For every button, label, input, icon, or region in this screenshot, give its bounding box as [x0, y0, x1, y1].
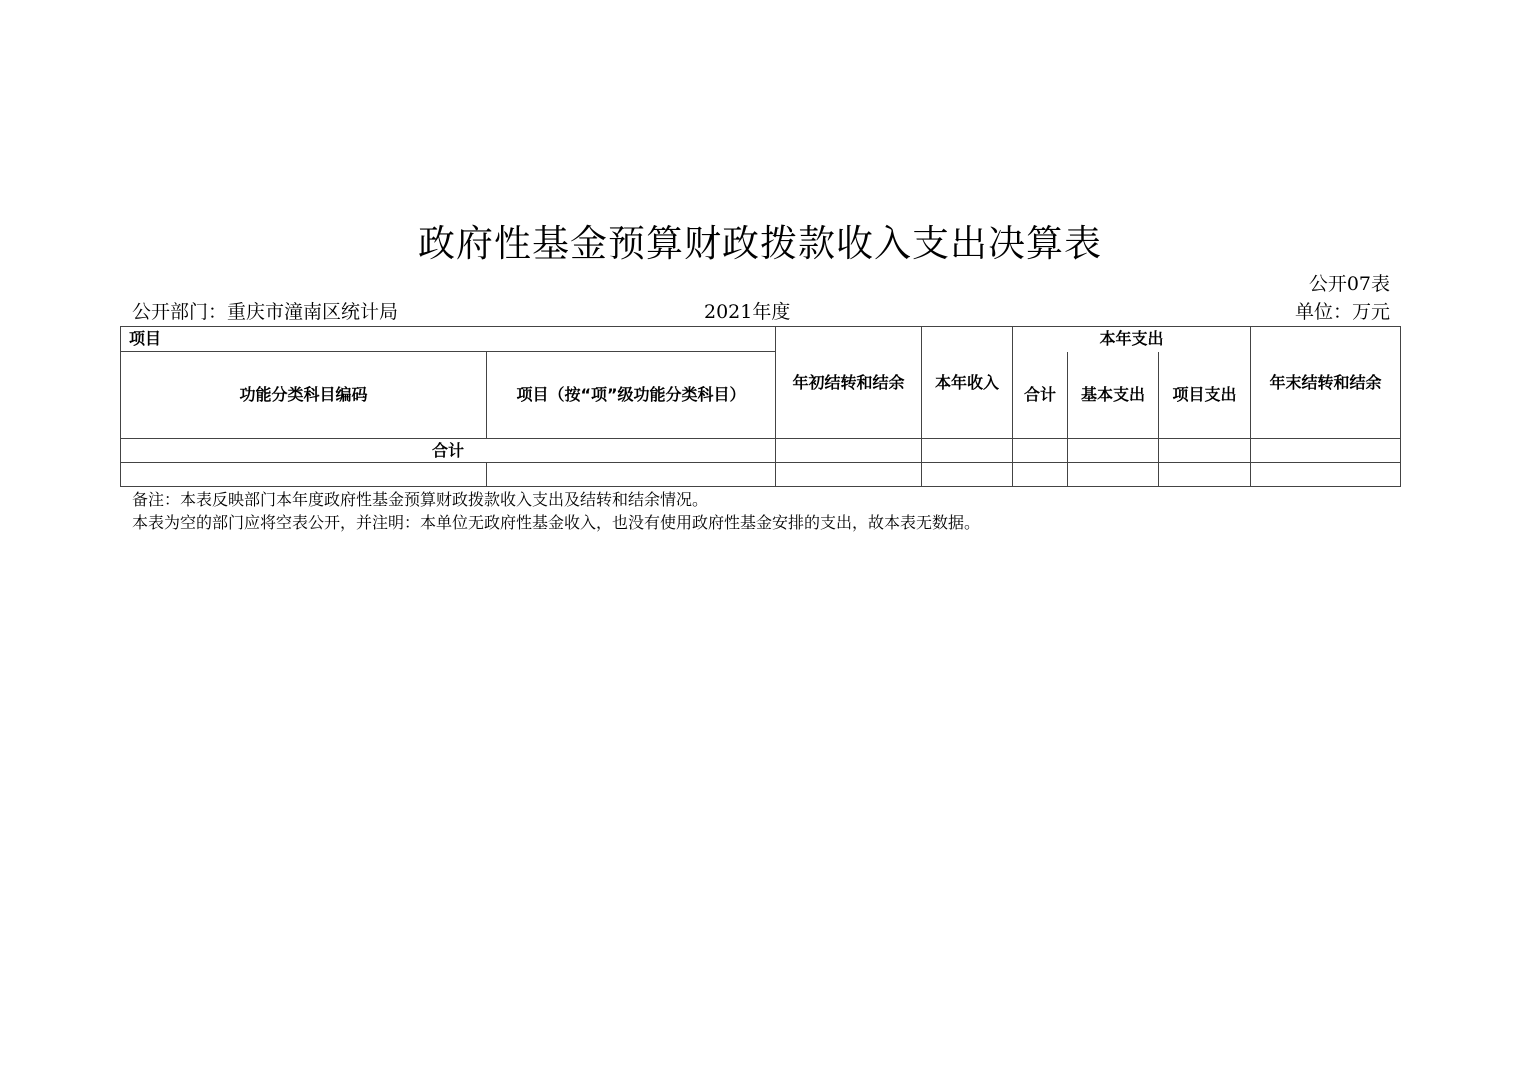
table-number: 公开07表 — [1308, 273, 1390, 295]
note-line-1: 备注：本表反映部门本年度政府性基金预算财政拨款收入支出及结转和结余情况。 — [132, 490, 709, 509]
note-line-2: 本表为空的部门应将空表公开，并注明：本单位无政府性基金收入，也没有使用政府性基金安排的支出，故本表无数据。 — [132, 513, 981, 532]
table-cell — [776, 463, 922, 487]
table-cell — [1013, 463, 1068, 487]
table-cell — [776, 439, 922, 463]
notes — [132, 488, 980, 534]
page-title: 政府性基金预算财政拨款收入支出决算表 — [418, 222, 1102, 265]
unit-label: 单位：万元 — [1294, 301, 1390, 323]
table-cell — [1013, 439, 1068, 463]
header-expense-group: 本年支出 — [1013, 327, 1251, 352]
table-cell — [121, 463, 487, 487]
table-cell — [1251, 463, 1401, 487]
header-project: 项目 — [121, 327, 776, 352]
header-row-1 — [121, 327, 1401, 352]
total-row-label: 合计 — [121, 439, 776, 463]
header-closing-balance: 年末结转和结余 — [1251, 327, 1401, 439]
table-cell — [922, 463, 1013, 487]
table-cell — [487, 463, 776, 487]
table-cell — [1251, 439, 1401, 463]
header-income: 本年收入 — [922, 327, 1013, 439]
header-row-2 — [121, 352, 1401, 439]
table-cell — [922, 439, 1013, 463]
table-cell — [1159, 463, 1251, 487]
header-total: 合计 — [1013, 352, 1068, 439]
meta-row — [132, 300, 1390, 324]
header-opening-balance: 年初结转和结余 — [776, 327, 922, 439]
header-basic: 基本支出 — [1068, 352, 1159, 439]
header-project-expense: 项目支出 — [1159, 352, 1251, 439]
fiscal-year: 2021年度 — [704, 301, 791, 323]
header-code: 功能分类科目编码 — [121, 352, 487, 439]
budget-table — [120, 326, 1401, 487]
total-row — [121, 439, 1401, 463]
department-label: 公开部门：重庆市潼南区统计局 — [132, 301, 399, 323]
table-cell — [1068, 463, 1159, 487]
table-row — [121, 463, 1401, 487]
header-item: 项目（按“项”级功能分类科目） — [487, 352, 776, 439]
table-cell — [1068, 439, 1159, 463]
table-cell — [1159, 439, 1251, 463]
